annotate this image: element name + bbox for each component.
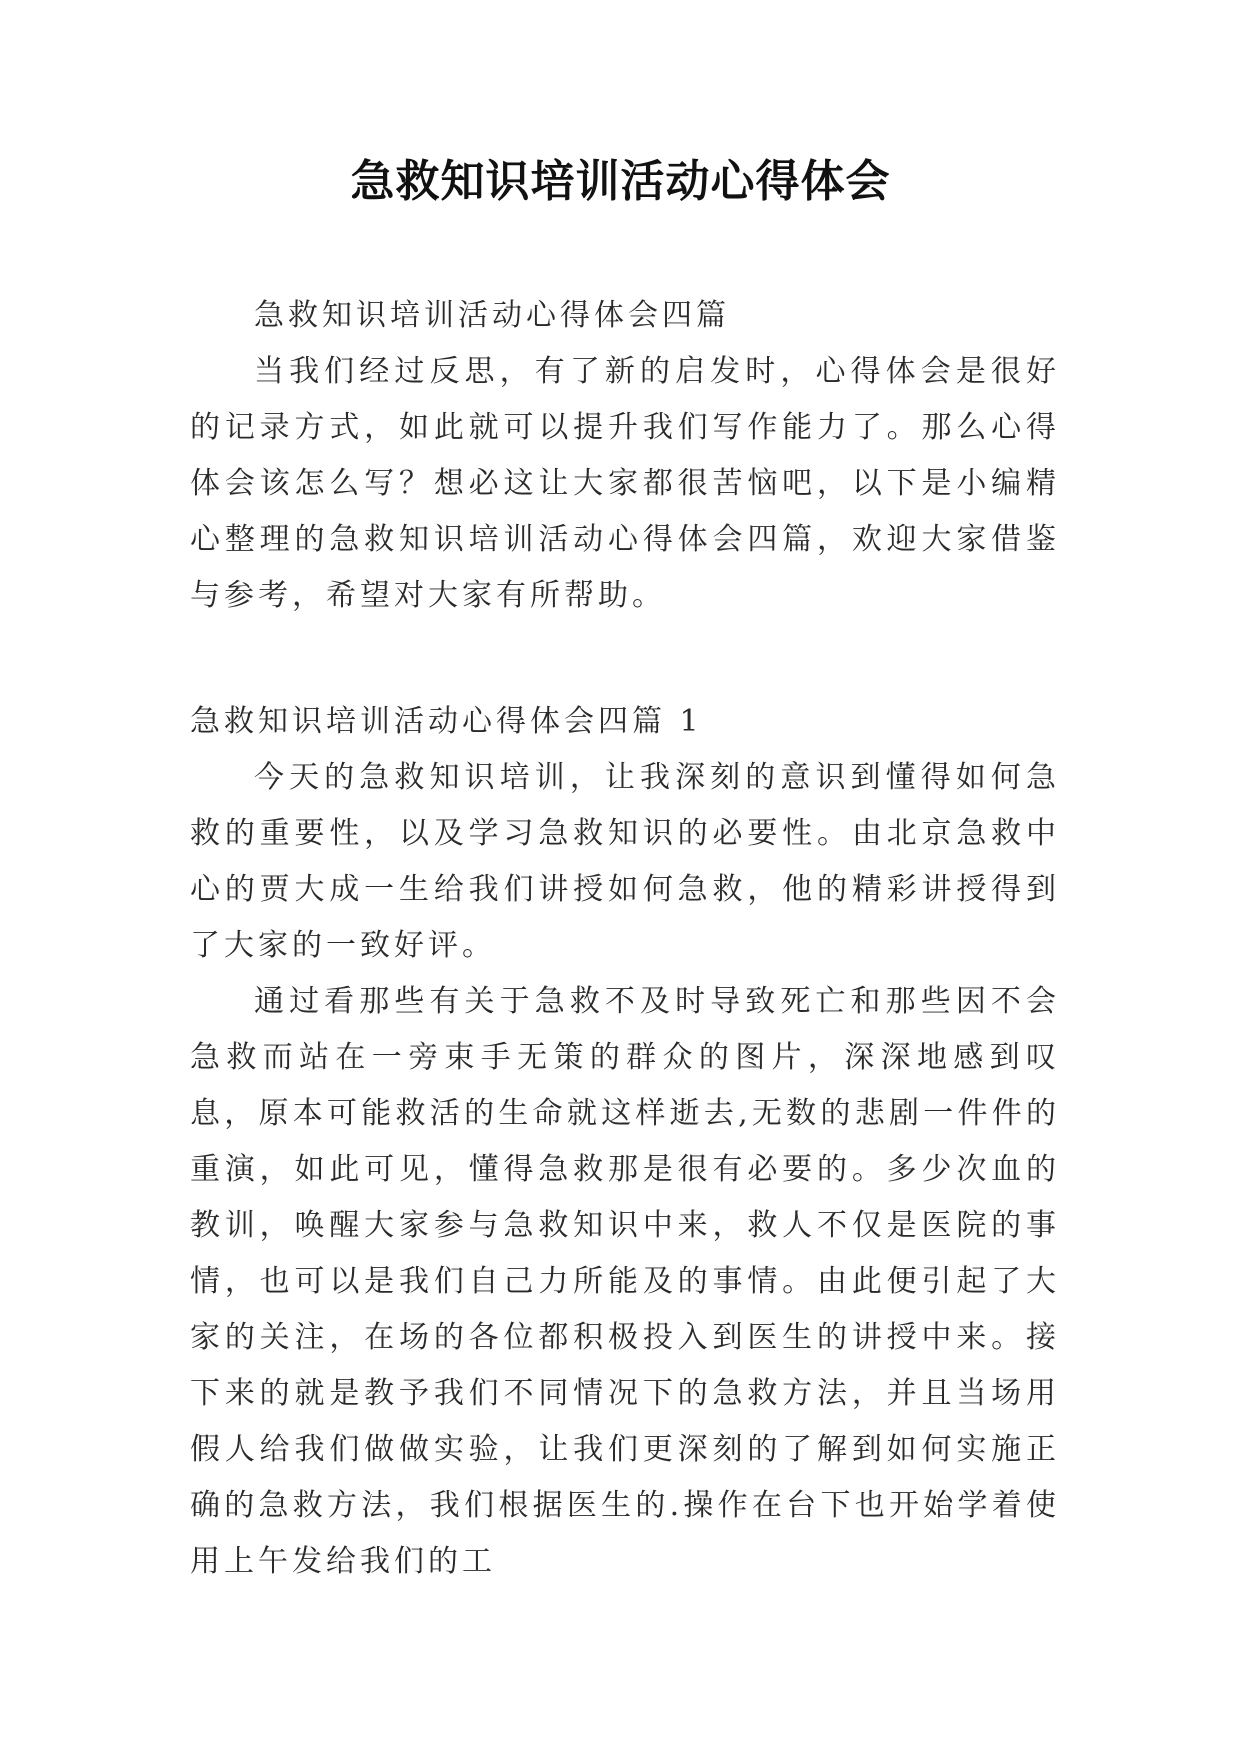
- section-heading: 急救知识培训活动心得体会四篇 1: [190, 704, 703, 739]
- document-subtitle: 急救知识培训活动心得体会四篇: [254, 298, 730, 333]
- intro-paragraph: 当我们经过反思，有了新的启发时，心得体会是很好的记录方式，如此就可以提升我们写作能力了。那么心得体会该怎么写？想必这让大家都很苦恼吧，以下是小编精心整理的急救知识培训活动心得体会四篇，欢迎大家借鉴与参考，希望对大家有所帮助。: [190, 354, 1060, 613]
- body-paragraph-1: 今天的急救知识培训，让我深刻的意识到懂得如何急救的重要性，以及学习急救知识的必要性。由北京急救中心的贾大成一生给我们讲授如何急救，他的精彩讲授得到了大家的一致好评。: [190, 760, 1060, 963]
- document-title: 急救知识培训活动心得体会: [350, 156, 891, 207]
- body-paragraph-2: 通过看那些有关于急救不及时导致死亡和那些因不会急救而站在一旁束手无策的群众的图片，深深地感到叹息，原本可能救活的生命就这样逝去,无数的悲剧一件件的重演，如此可见，懂得急救那是很有必要的。多少次血的教训，唤醒大家参与急救知识中来，救人不仅是医院的事情，也可以是我们自己力所能及的事情。由此便引起了大家的关注，在场的各位都积极投入到医生的讲授中来。接下来的就是教予我们不同情况下的急救方法，并且当场用假人给我们做做实验，让我们更深刻的了解到如何实施正确的急救方法，我们根据医生的.操作在台下也开始学着使用上午发给我们的工: [190, 984, 1060, 1579]
